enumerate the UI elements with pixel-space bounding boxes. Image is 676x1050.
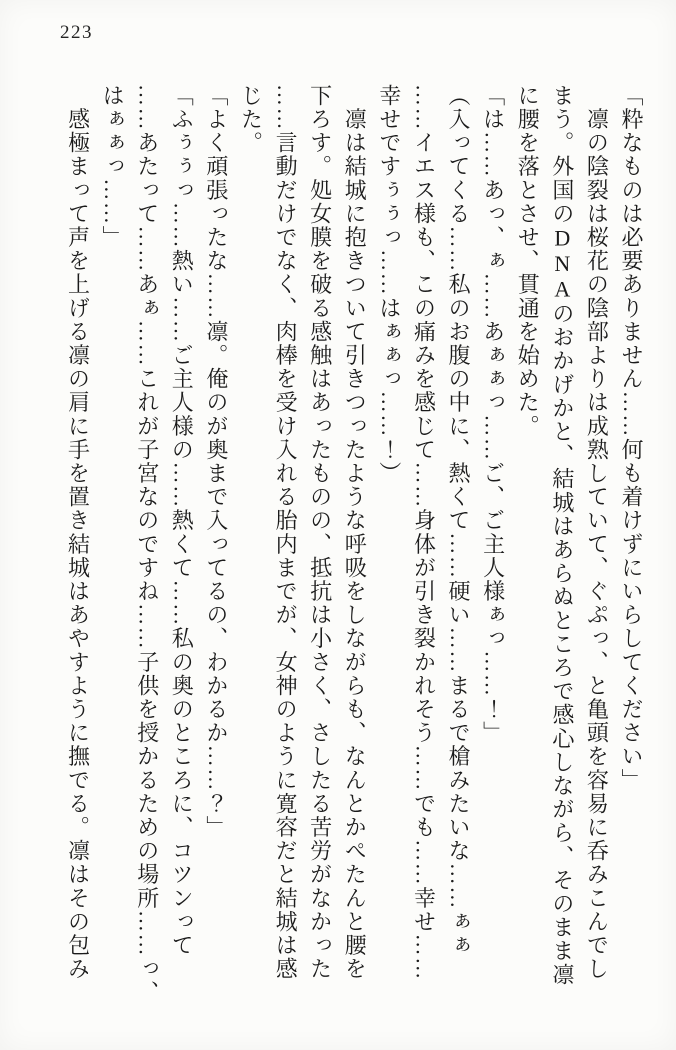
text-line: ……イエス様も、この痛みを感じて……身体が引き裂かれそう……でも……幸せ…… <box>411 84 437 981</box>
text-line: 幸せですぅぅっ……はぁぁっ……！） <box>376 84 402 486</box>
text-line: 感極まって声を上げる凛の肩に手を置き結城はあやすように撫でる。凛はその包み <box>65 84 91 981</box>
text-line: まう。外国のDNAのおかげかと、結城はあらぬところで感心しながら、そのまま凛 <box>549 84 575 987</box>
text-line: 「粋なものは必要ありません……何も着けずにいらしてください」 <box>619 84 644 792</box>
page-number: 223 <box>60 22 93 43</box>
text-line: ……あたって……あぁ……これが子宮なのですね……子供を授かるための場所……っ、 <box>134 84 160 1005</box>
text-line: じた。 <box>238 84 264 155</box>
text-line: はぁぁっ……」 <box>100 84 126 250</box>
text-line: に腰を落とさせ、貫通を始めた。 <box>515 84 541 438</box>
text-line: （入ってくる……私のお腹の中に、熱くて……硬い……まるで槍みたいな……ぁぁ <box>446 84 472 958</box>
text-line: 「は……あっ、ぁ……あぁぁっ……ご、ご主人様ぁっ……！」 <box>480 84 506 745</box>
vertical-text-block <box>60 84 648 1008</box>
text-line: 「ふぅぅっ……熱い……ご主人様の……熱くて……私の奥のところに、コツンって <box>169 84 195 958</box>
latin-upright-text: DNA <box>549 225 575 303</box>
text-line: 下ろす。処女膜を破る感触はあったものの、抵抗は小さく、さしたる苦労がなかった <box>307 84 333 981</box>
text-line: 「よく頑張ったな……凛。俺のが奥まで入ってるの、わかるか……？」 <box>203 84 229 840</box>
text-line: 凛は結城に抱きついて引きつったような呼吸をしながらも、なんとかぺたんと腰を <box>342 84 368 981</box>
text-line: ……言動だけでなく、肉棒を受け入れる胎内までが、女神のように寛容だと結城は感 <box>273 84 299 981</box>
text-line: 凛の陰裂は桜花の陰部よりは成熟していて、ぐぷっ、と亀頭を容易に呑みこんでし <box>584 84 610 981</box>
